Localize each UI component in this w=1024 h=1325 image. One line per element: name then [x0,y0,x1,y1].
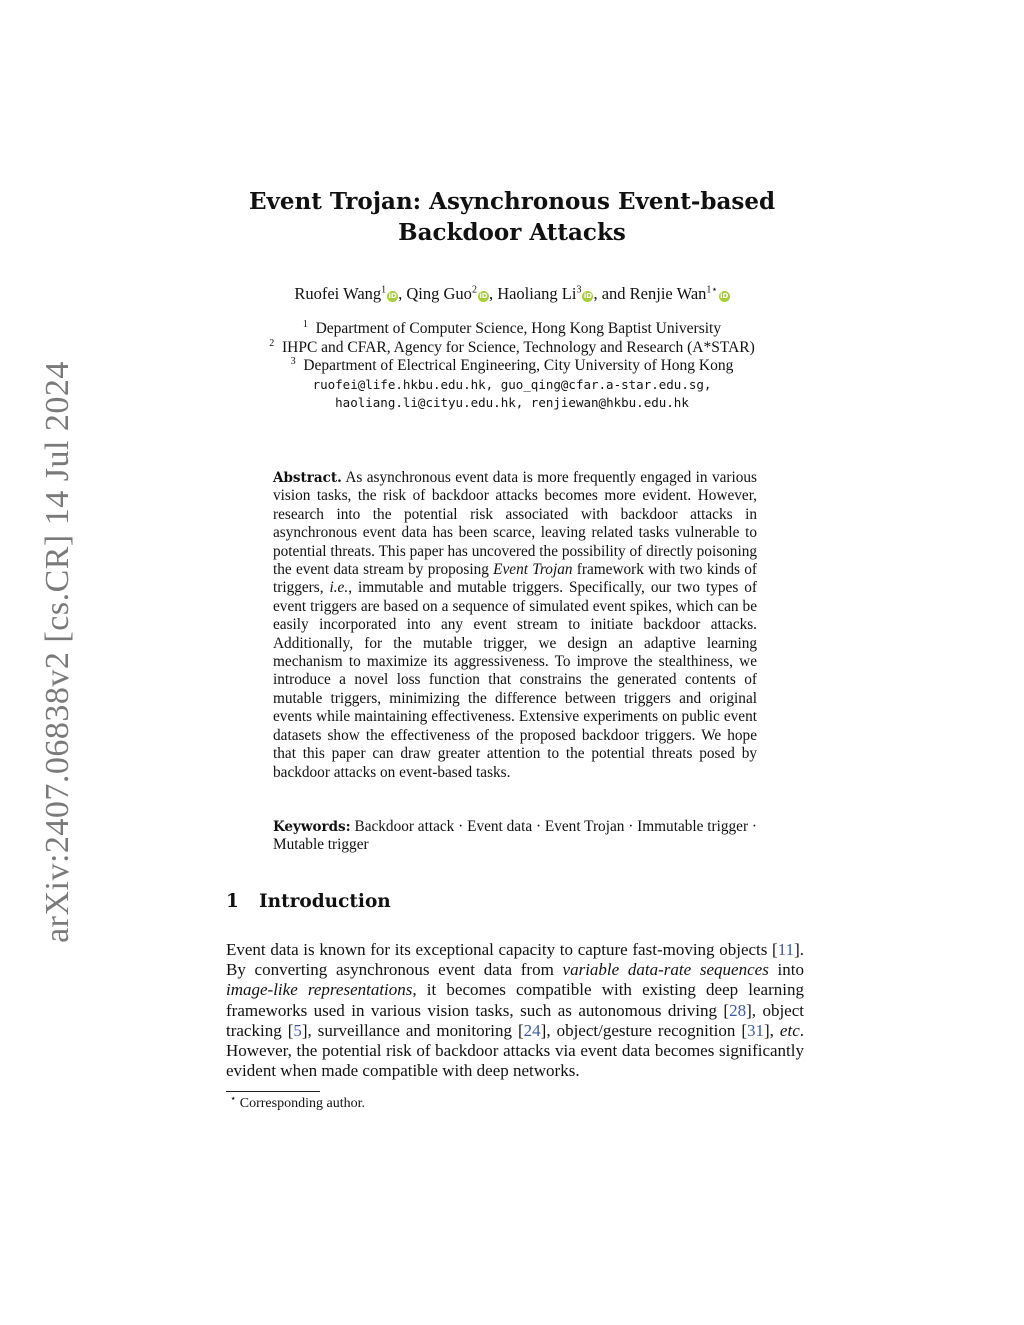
keywords: Keywords: Backdoor attack · Event data · Event Trojan · Immutable trigger · Mutable trigger [273,818,757,854]
footnote-rule [226,1091,320,1092]
citation-link[interactable]: 11 [777,940,795,959]
affiliation: $^1$ Department of Computer Science, Hong Kong Baptist University [302,318,722,337]
orcid-icon[interactable]: iD [583,292,593,300]
affiliation: $^2$ IHPC and CFAR, Agency for Science, Technology and Research (A*STAR) [269,337,755,356]
citation-link[interactable]: 24 [523,1020,541,1040]
author: Ruofei Wang$^1$iD, [294,284,407,303]
footnote: ⋆ Corresponding author. [230,1093,365,1111]
author-list [0,284,1024,304]
author: Haoliang Li$^3$iD, and [497,284,630,303]
keywords-label: Keywords: [273,819,351,835]
author: Renjie Wan$^{1⋆}$iD [629,284,729,303]
introduction-paragraph: Event data is known for its exceptional capacity to capture fast-moving objects [11]. By converting asynchronous event data from variable data-rate sequences into image-like representations, it becomes compatible with existing deep learning frameworks used in various vision tasks, such as autonomous driving [28], object tracking [5], surveillance and monitoring [24], object/gesture recognition [31], etc. However, the potential risk of backdoor attacks via event data becomes significantly evident when made compatible with deep networks. [226,940,804,1081]
section-heading: 1 Introduction [226,891,391,912]
citation-link[interactable]: 31 [747,1020,764,1040]
affiliation: $^3$ Department of Electrical Engineering, City University of Hong Kong [290,355,734,374]
citation-link[interactable]: 5 [293,1020,302,1040]
citation-link[interactable]: 28 [729,1000,747,1020]
arxiv-identifier: arXiv:2407.06838v2 [cs.CR] 14 Jul 2024 [39,361,76,943]
abstract: Abstract. As asynchronous event data is more frequently engaged in various vision tasks, the risk of backdoor attacks becomes more evident. However, research into the potential risk associated with backdoor attacks in asynchronous event data has been scarce, leaving related tasks vulnerable to potential threats. This paper has uncovered the possibility of directly poisoning the event data stream by proposing Event Trojan framework with two kinds of triggers, i.e., immutable and mutable triggers. Specifically, our two types of event triggers are based on a sequence of simulated event spikes, which can be easily incorporated into any event stream to initiate backdoor attacks. Additionally, for the mutable trigger, we design an adaptive learning mechanism to maximize its aggressiveness. To improve the stealthiness, we introduce a novel loss function that constrains the generated contents of mutable triggers, minimizing the difference between triggers and original events while maintaining effectiveness. Extensive experiments on public event datasets show the effectiveness of the proposed backdoor triggers. We hope that this paper can draw greater attention to the potential threats posed by backdoor attacks on event-based tasks. [273,469,757,781]
author: Qing Guo$^2$iD, [406,284,498,303]
orcid-icon[interactable]: iD [388,292,397,300]
abstract-label: Abstract. [273,470,342,486]
affiliations [0,320,1024,413]
author-emails[interactable]: haoliang.li@cityu.edu.hk, renjiewan@hkbu.edu.hk [335,395,689,410]
orcid-icon[interactable]: iD [720,292,729,300]
paper-title: Event Trojan: Asynchronous Event-based Backdoor Attacks [248,188,776,246]
orcid-icon[interactable]: iD [479,292,488,300]
author-emails[interactable]: ruofei@life.hkbu.edu.hk, guo_qing@cfar.a-star.edu.sg, [312,376,712,392]
